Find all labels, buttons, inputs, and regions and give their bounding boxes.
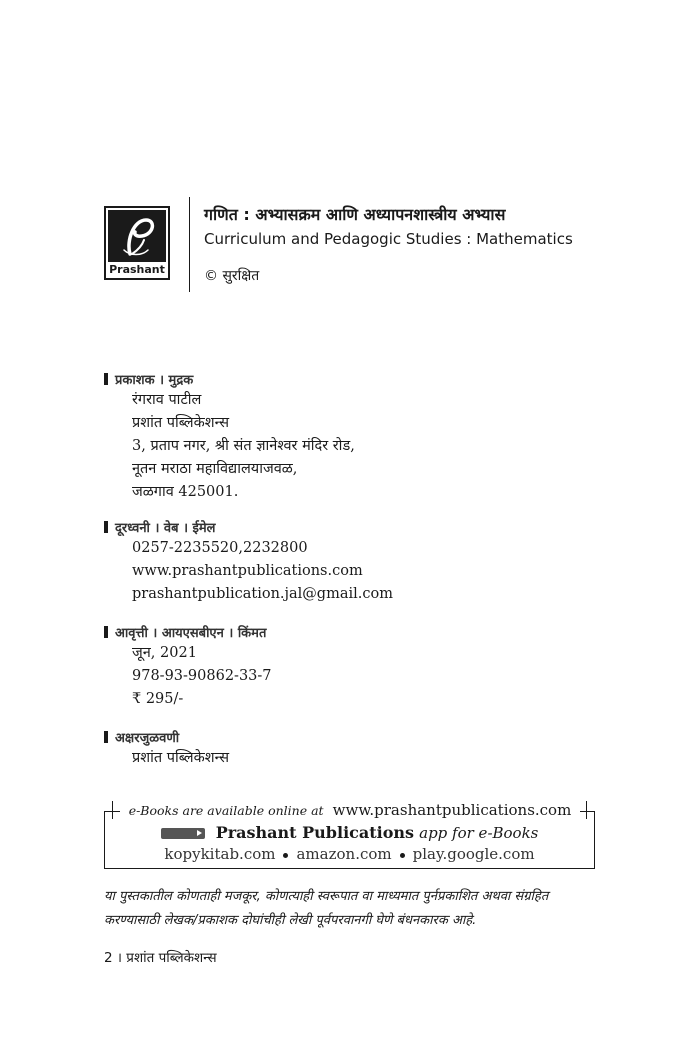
title-divider [189, 197, 190, 292]
app-line [104, 823, 595, 842]
page-footer: 2 । प्रशांत पब्लिकेशन्स [104, 950, 217, 966]
publisher-heading: प्रकाशक । मुद्रक [115, 373, 194, 388]
phone-numbers: 0257-2235520,2232800 [132, 540, 308, 556]
book-title-marathi: गणित : अभ्यासक्रम आणि अध्यापनशास्त्रीय अभ्यास [204, 205, 506, 224]
edition-heading: आवृत्ती । आयएसबीएन । किंमत [115, 626, 267, 641]
app-suffix: app for e-Books [419, 824, 539, 842]
edition-date: जून, 2021 [132, 645, 197, 661]
typesetter-name: प्रशांत पब्लिकेशन्स [132, 750, 230, 766]
price: ₹ 295/- [132, 691, 184, 707]
typesetting-heading: अक्षरजुळवणी [115, 731, 180, 746]
website-link[interactable]: www.prashantpublications.com [132, 563, 363, 579]
section-marker [104, 521, 108, 533]
publisher-logo [104, 206, 170, 280]
contact-heading: दूरध्वनी । वेब । ईमेल [115, 521, 216, 536]
store-amazon[interactable]: amazon.com [296, 845, 392, 863]
edition-section [104, 622, 272, 711]
typesetting-section [104, 727, 229, 770]
section-heading [104, 727, 229, 747]
publisher-name: रंगराव पाटील [132, 392, 202, 408]
publisher-company: प्रशांत पब्लिकेशन्स [132, 415, 230, 431]
section-heading [104, 517, 393, 537]
store-kopykitab[interactable]: kopykitab.com [164, 845, 276, 863]
download-badge-icon[interactable] [161, 828, 205, 839]
logo-p-glyph [108, 210, 166, 262]
book-title-english: Curriculum and Pedagogic Studies : Mathematics [204, 230, 573, 248]
publisher-section [104, 369, 355, 504]
box-left-tick [112, 801, 113, 819]
section-marker [104, 373, 108, 385]
copyright-notice: © सुरक्षित [204, 268, 260, 284]
isbn: 978-93-90862-33-7 [132, 668, 272, 684]
address-line-1: 3, प्रताप नगर, श्री संत ज्ञानेश्वर मंदिर रोड, [132, 438, 355, 454]
store-links [104, 845, 595, 863]
email-link[interactable]: prashantpublication.jal@gmail.com [132, 586, 393, 602]
play-icon [197, 830, 202, 836]
copyright-warning: या पुस्तकातील कोणताही मजकूर, कोणत्याही स्वरूपात वा माध्यमात पुर्नप्रकाशित अथवा संग्रहित करण्यासाठी लेखक/प्रकाशक दोघांचीही लेखी पूर्वपरवानगी घेणे बंधनकारक आहे. [104, 889, 549, 928]
logo-label: Prashant [109, 263, 165, 276]
address-line-3: जळगाव 425001. [132, 484, 239, 500]
ebooks-url[interactable]: www.prashantpublications.com [332, 801, 572, 819]
bullet-icon [400, 853, 405, 858]
ebooks-header [120, 800, 580, 822]
store-play[interactable]: play.google.com [412, 845, 535, 863]
section-heading [104, 369, 355, 389]
ebooks-note: e-Books are available online at [128, 803, 324, 818]
app-name: Prashant Publications [215, 823, 415, 842]
section-marker [104, 731, 108, 743]
section-heading [104, 622, 272, 642]
bullet-icon [283, 853, 288, 858]
box-right-tick [586, 801, 587, 819]
logo-mark [108, 210, 166, 262]
address-line-2: नूतन मराठा महाविद्यालयाजवळ, [132, 461, 298, 477]
section-marker [104, 626, 108, 638]
contact-section [104, 517, 393, 606]
